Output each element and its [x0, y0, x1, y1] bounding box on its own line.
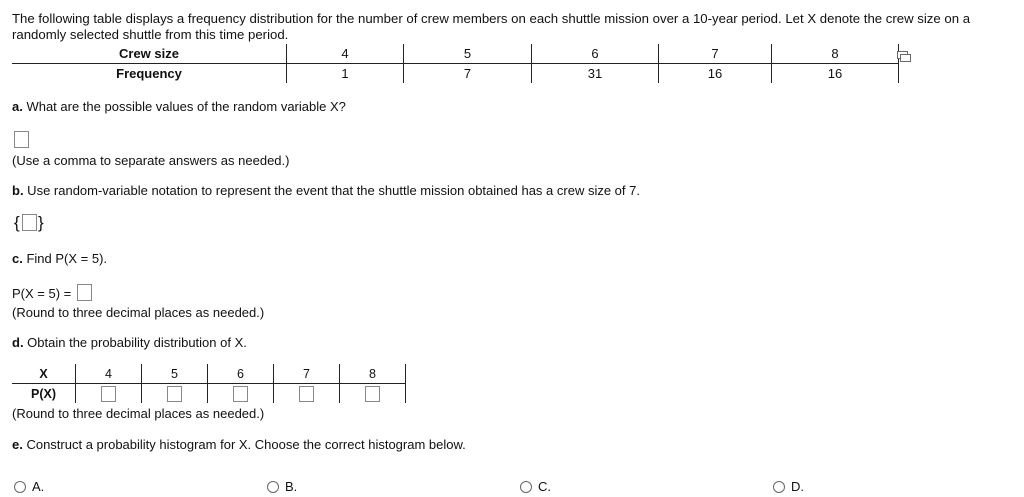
part-a-letter: a. [12, 99, 23, 114]
x-value-cell: 7 [274, 364, 340, 384]
option-b[interactable] [267, 479, 297, 494]
part-a-question [12, 99, 346, 114]
crew-size-cell: 8 [772, 44, 899, 64]
x-value-cell: 8 [340, 364, 406, 384]
option-d[interactable] [773, 479, 804, 494]
part-c-question [12, 251, 107, 266]
part-a-answer-input[interactable] [14, 131, 29, 148]
option-b-label: B. [285, 479, 298, 494]
option-c-label: C. [538, 479, 551, 494]
x-value-cell: 4 [76, 364, 142, 384]
crew-size-cell: 6 [532, 44, 659, 64]
px-answer-input[interactable] [233, 386, 248, 402]
part-b-letter: b. [12, 183, 24, 198]
crew-size-cell: 5 [404, 44, 532, 64]
px-cell [76, 384, 142, 404]
crew-size-cell: 4 [287, 44, 404, 64]
frequency-label: Frequency [116, 66, 182, 81]
radio-icon[interactable] [14, 481, 26, 493]
px-answer-input[interactable] [365, 386, 380, 402]
crew-size-cell: 7 [659, 44, 772, 64]
px-answer-input[interactable] [101, 386, 116, 402]
px-answer-input[interactable] [167, 386, 182, 402]
option-c[interactable] [520, 479, 551, 494]
part-c-expression: P(X = 5) = [12, 286, 72, 301]
part-d-text: Obtain the probability distribution of X. [23, 335, 247, 350]
part-c-note: (Round to three decimal places as needed.) [12, 305, 265, 320]
part-e-question [12, 437, 466, 452]
px-cell [208, 384, 274, 404]
part-c-letter: c. [12, 251, 23, 266]
frequency-cell: 31 [532, 64, 659, 84]
option-d-label: D. [791, 479, 804, 494]
px-label: P(X) [31, 386, 56, 401]
px-cell [142, 384, 208, 404]
brace-close: } [38, 213, 44, 232]
px-cell [274, 384, 340, 404]
part-a-text: What are the possible values of the random variable X? [22, 99, 346, 114]
problem-intro: The following table displays a frequency distribution for the number of crew members on each shuttle mission over a 10-year period. Let X denote the crew size on a randomly selected shuttle from this time period. [12, 11, 971, 42]
frequency-cell: 7 [404, 64, 532, 84]
x-label: X [12, 364, 76, 384]
frequency-cell: 1 [287, 64, 404, 84]
part-e-text: Construct a probability histogram for X. Choose the correct histogram below. [22, 437, 466, 452]
brace-open: { [14, 213, 20, 232]
option-a[interactable] [14, 479, 44, 494]
x-value-cell: 6 [208, 364, 274, 384]
part-b-text: Use random-variable notation to represent the event that the shuttle mission obtained has a crew size of 7. [23, 183, 640, 198]
part-a-note: (Use a comma to separate answers as needed.) [12, 153, 290, 168]
part-d-question [12, 335, 247, 350]
radio-icon[interactable] [773, 481, 785, 493]
px-answer-input[interactable] [299, 386, 314, 402]
crew-size-label: Crew size [12, 44, 287, 64]
part-e-letter: e. [12, 437, 23, 452]
copy-table-icon[interactable] [896, 48, 912, 64]
part-b-question [12, 183, 640, 198]
radio-icon[interactable] [267, 481, 279, 493]
radio-icon[interactable] [520, 481, 532, 493]
part-c-text: Find P(X = 5). [22, 251, 108, 266]
probability-table [12, 364, 406, 403]
frequency-table [12, 44, 899, 83]
x-value-cell: 5 [142, 364, 208, 384]
option-a-label: A. [32, 479, 45, 494]
frequency-cell: 16 [659, 64, 772, 84]
part-b-answer-input[interactable] [22, 214, 37, 231]
part-c-answer-input[interactable] [77, 284, 92, 301]
px-cell [340, 384, 406, 404]
frequency-cell: 16 [772, 64, 899, 84]
part-d-letter: d. [12, 335, 24, 350]
part-d-note: (Round to three decimal places as needed.) [12, 406, 265, 421]
